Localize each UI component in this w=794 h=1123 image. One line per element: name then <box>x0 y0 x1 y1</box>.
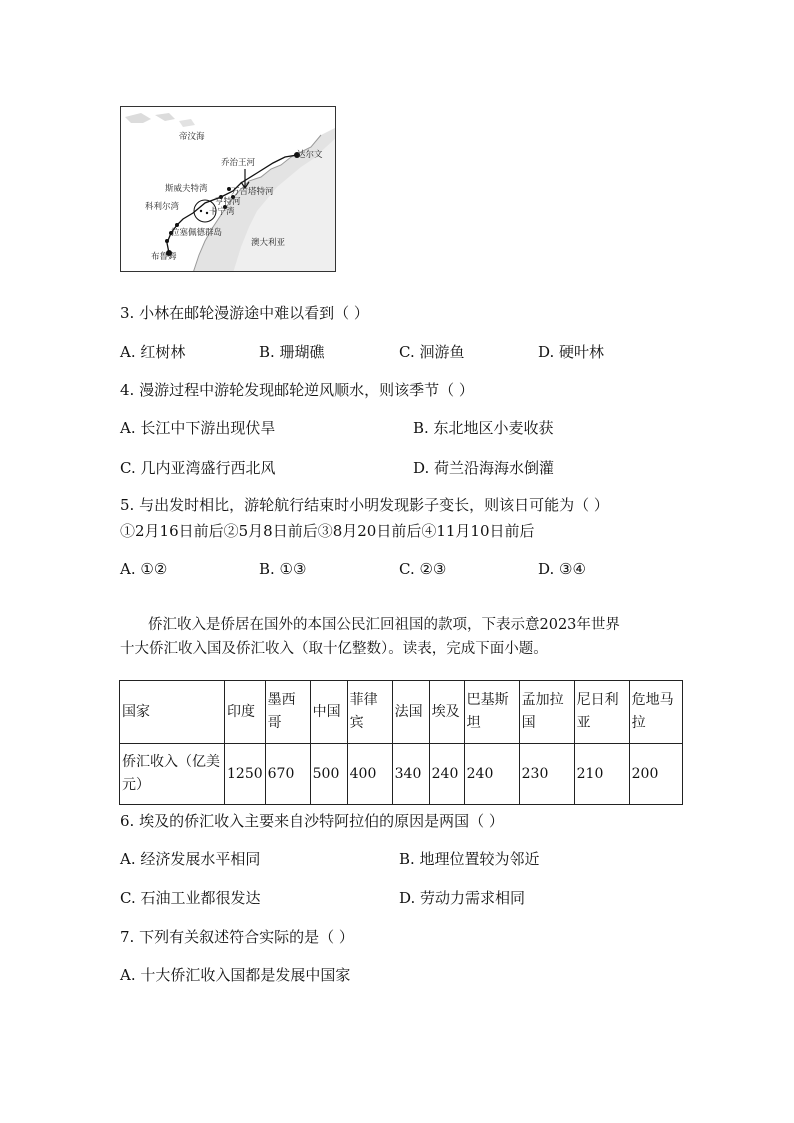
question-4-option-a[interactable]: A. 长江中下游出现伏旱 <box>120 419 276 437</box>
question-4-option-d[interactable]: D. 荷兰沿海海水倒灌 <box>413 459 555 477</box>
map-label-prince: 亨特河 <box>215 197 241 207</box>
table-value: 200 <box>629 744 682 805</box>
island <box>179 119 195 127</box>
table-country: 法国 <box>392 681 429 744</box>
table-country: 孟加拉国 <box>519 681 574 744</box>
table-value: 240 <box>429 744 464 805</box>
question-3-option-c[interactable]: C. 洄游鱼 <box>399 343 465 361</box>
question-5-option-d[interactable]: D. ③④ <box>538 560 586 578</box>
table-header-row <box>120 681 683 744</box>
question-6-option-a[interactable]: A. 经济发展水平相同 <box>120 850 261 868</box>
stop-dot <box>200 210 202 212</box>
table-value-label: 侨汇收入（亿美元） <box>120 744 225 805</box>
question-6-option-d[interactable]: D. 劳动力需求相同 <box>399 889 526 907</box>
map-label-lacepede: 拉塞佩德群岛 <box>171 228 223 238</box>
question-3-option-b[interactable]: B. 珊瑚礁 <box>259 343 325 361</box>
stop-dot <box>175 223 179 227</box>
map-drawing <box>121 107 336 272</box>
map-label-australia: 澳大利亚 <box>251 238 286 248</box>
question-6-stem: 6. 埃及的侨汇收入主要来自沙特阿拉伯的原因是两国（ ） <box>120 812 504 830</box>
table-value: 240 <box>464 744 519 805</box>
map-label-broome: 布鲁姆 <box>151 252 177 262</box>
question-3-stem: 3. 小林在邮轮漫游途中难以看到（ ） <box>120 304 369 322</box>
map-label-george-river: 乔治王河 <box>221 158 256 168</box>
question-6-option-b[interactable]: B. 地理位置较为邻近 <box>399 850 540 868</box>
question-5-option-b[interactable]: B. ①③ <box>259 560 307 578</box>
map-label-darwin: 达尔文 <box>297 150 323 160</box>
island <box>125 113 151 123</box>
table-country: 印度 <box>225 681 266 744</box>
table-value: 670 <box>265 744 310 805</box>
table-country: 中国 <box>310 681 347 744</box>
intro-line-2: 十大侨汇收入国及侨汇收入（取十亿整数）。读表，完成下面小题。 <box>120 641 548 657</box>
question-5-stem: 5. 与出发时相比，游轮航行结束时小明发现影子变长，则该日可能为（ ） <box>120 496 609 514</box>
table-value: 500 <box>310 744 347 805</box>
table-value: 1250 <box>225 744 266 805</box>
map-label-kimberley: 卡宁湾 <box>209 207 235 217</box>
question-5-choices-line: ①2月16日前后②5月8日前后③8月20日前后④11月10日前后 <box>120 522 535 540</box>
remittance-table <box>119 680 683 805</box>
question-4-stem: 4. 漫游过程中游轮发现邮轮逆风顺水，则该季节（ ） <box>120 381 474 399</box>
table-value-row <box>120 744 683 805</box>
intro-line-1: 侨汇收入是侨居在国外的本国公民汇回祖国的款项，下表示意2023年世界 <box>148 617 620 633</box>
map-label-tasman: 帝汶海 <box>179 132 205 142</box>
table-value: 210 <box>574 744 629 805</box>
table-country: 菲律宾 <box>347 681 392 744</box>
table-country: 墨西哥 <box>265 681 310 744</box>
table-country: 巴基斯坦 <box>464 681 519 744</box>
map-label-swift-bay: 斯威夫特湾 <box>165 184 208 194</box>
table-value: 230 <box>519 744 574 805</box>
stop-dot <box>165 239 169 243</box>
table-header-label: 国家 <box>120 681 225 744</box>
route-map <box>120 106 336 272</box>
question-5-option-a[interactable]: A. ①② <box>120 560 168 578</box>
table-country: 危地马拉 <box>629 681 682 744</box>
map-label-montgomery: 万吉塔特河 <box>231 187 274 197</box>
table-value: 340 <box>392 744 429 805</box>
question-3-option-d[interactable]: D. 硬叶林 <box>538 343 605 361</box>
table-value: 400 <box>347 744 392 805</box>
table-country: 尼日利亚 <box>574 681 629 744</box>
question-4-option-c[interactable]: C. 几内亚湾盛行西北风 <box>120 459 276 477</box>
stop-dot <box>206 212 208 214</box>
table-country: 埃及 <box>429 681 464 744</box>
question-7-option-a[interactable]: A. 十大侨汇收入国都是发展中国家 <box>120 966 351 984</box>
map-label-collier-bay: 科利尔湾 <box>145 202 180 212</box>
island <box>155 113 175 121</box>
question-3-option-a[interactable]: A. 红树林 <box>120 343 186 361</box>
question-5-option-c[interactable]: C. ②③ <box>399 560 447 578</box>
question-7-stem: 7. 下列有关叙述符合实际的是（ ） <box>120 928 354 946</box>
question-6-option-c[interactable]: C. 石油工业都很发达 <box>120 889 261 907</box>
question-4-option-b[interactable]: B. 东北地区小麦收获 <box>413 419 554 437</box>
